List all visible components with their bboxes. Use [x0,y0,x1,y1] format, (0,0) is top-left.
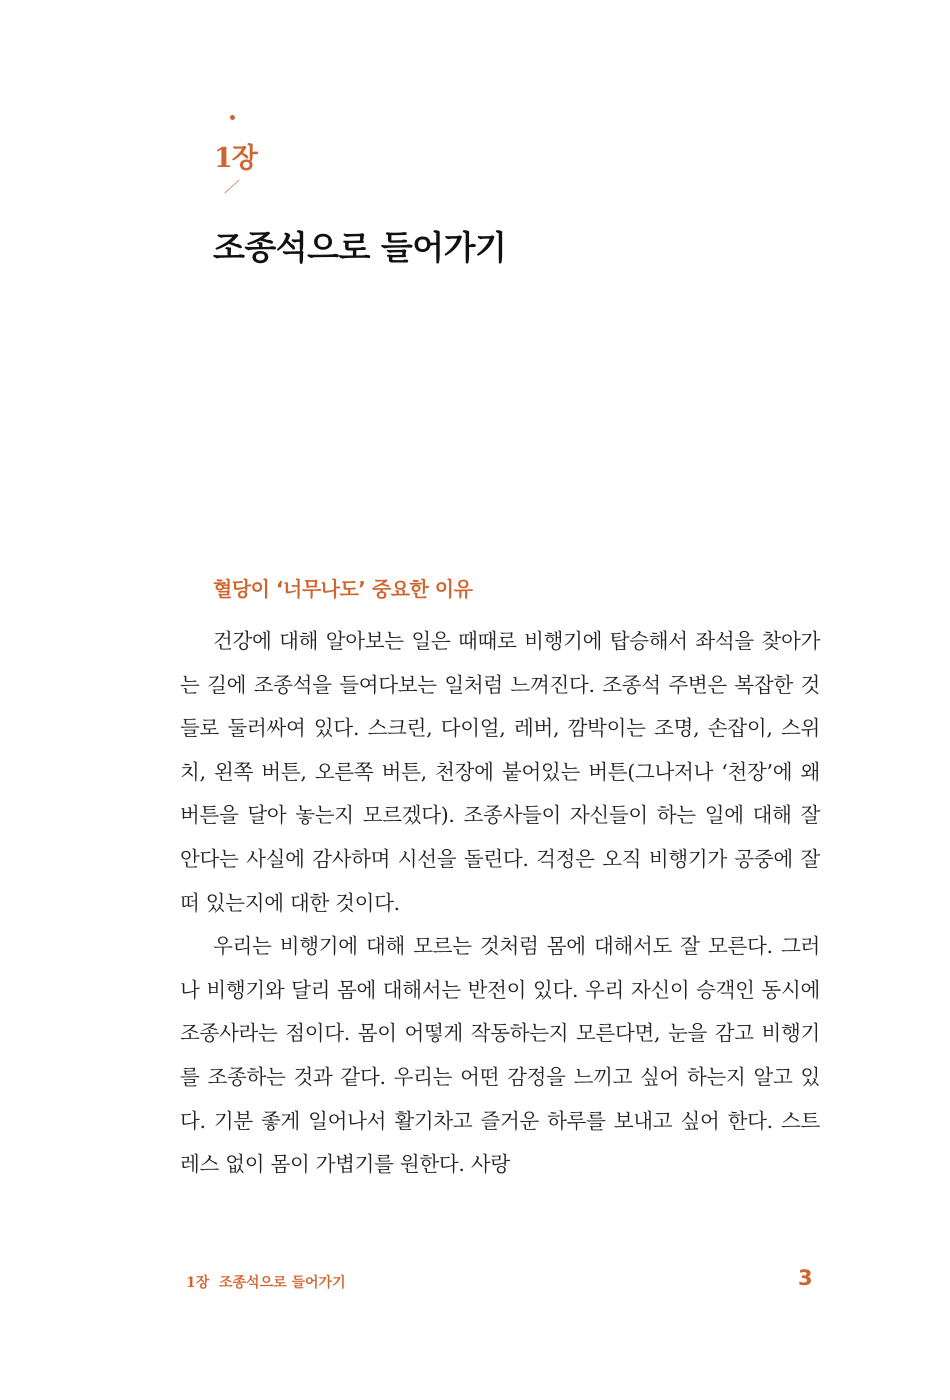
chapter-number: 1장 [214,143,257,174]
body-text [180,620,820,1187]
section-title: 혈당이 ‘너무나도’ 중요한 이유 [213,577,473,601]
chapter-title: 조종석으로 들어가기 [213,228,507,267]
chapter-dot-ornament [230,115,235,120]
page-number: 3 [798,1266,813,1290]
slash-ornament [224,179,240,193]
paragraph: 우리는 비행기에 대해 모르는 것처럼 몸에 대해서도 잘 모른다. 그러나 비행기와 달리 몸에 대해서는 반전이 있다. 우리 자신이 승객인 동시에 조종사라는 점이다. 몸이 어떻게 작동하는지 모른다면, 눈을 감고 비행기를 조종하는 것과 같다. 우리는 어떤 감정을 느끼고 싶어 하는지 알고 있다. 기분 좋게 일어나서 활기차고 즐거운 하루를 보내고 싶어 한다. 스트레스 없이 몸이 가볍기를 원한다. 사랑 [180,934,820,1177]
paragraph: 건강에 대해 알아보는 일은 때때로 비행기에 탑승해서 좌석을 찾아가는 길에 조종석을 들여다보는 일처럼 느껴진다. 조종석 주변은 복잡한 것들로 둘러싸여 있다. 스크린, 다이얼, 레버, 깜박이는 조명, 손잡이, 스위치, 왼쪽 버튼, 오른쪽 버튼, 천장에 붙어있는 버튼(그나저나 ‘천장’에 왜 버튼을 달아 놓는지 모르겠다). 조종사들이 자신들이 하는 일에 대해 잘 안다는 사실에 감사하며 시선을 돌린다. 걱정은 오직 비행기가 공중에 잘 떠 있는지에 대한 것이다. [180,629,820,915]
running-head: 1장 조종석으로 들어가기 [186,1275,346,1291]
